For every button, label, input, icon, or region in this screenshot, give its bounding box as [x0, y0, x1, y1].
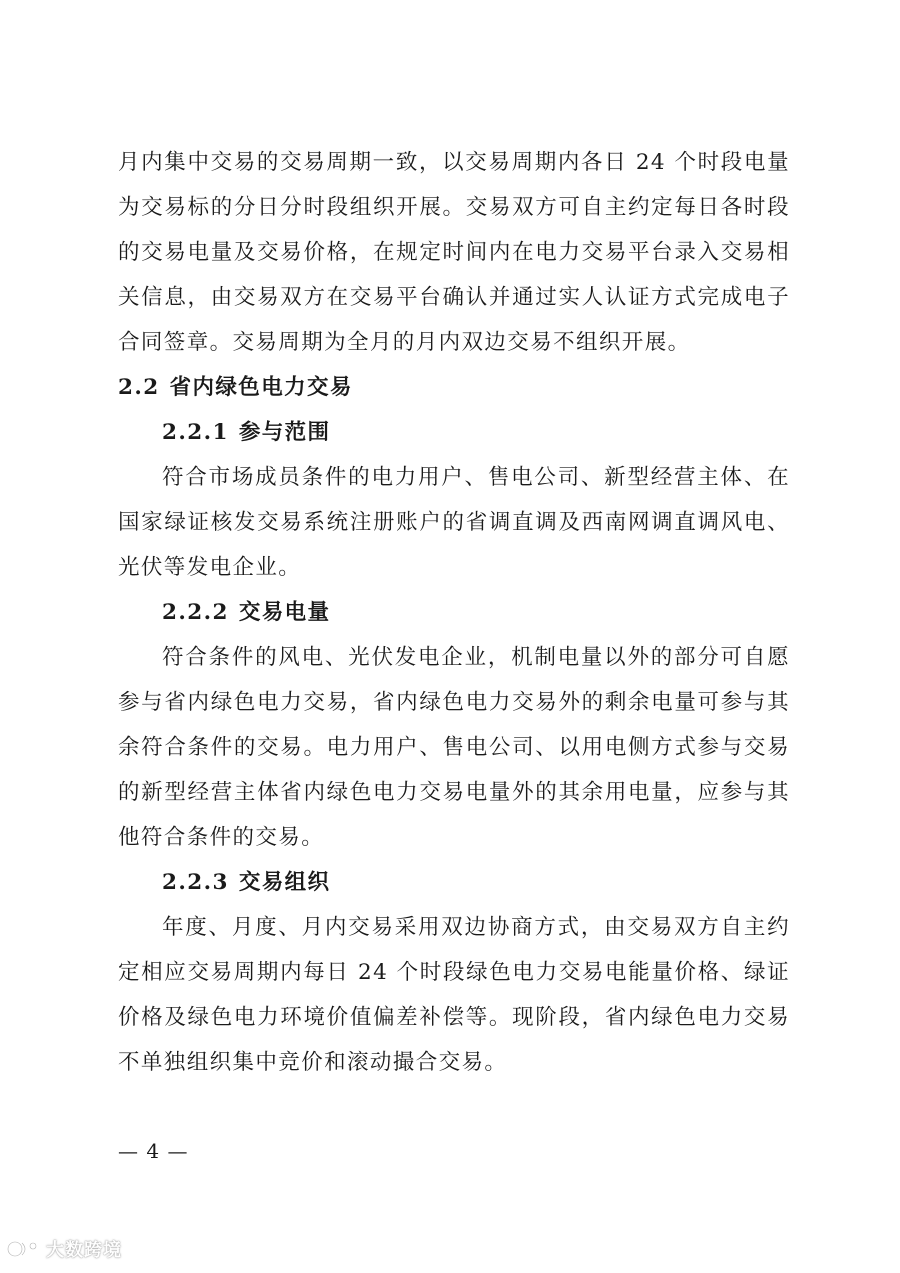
page-number: — 4 — [118, 1139, 189, 1163]
subsection-title: 交易电量 [238, 600, 331, 625]
subsection-heading-2-2-3 [118, 860, 790, 905]
paragraph-trading-organization: 年度、月度、月内交易采用双边协商方式，由交易双方自主约定相应交易周期内每日 24 个时段绿色电力交易电能量价格、绿证价格及绿色电力环境价值偏差补偿等。现阶段，省内绿色电力交易不单独组织集中竞价和滚动撮合交易。 [118, 915, 790, 1075]
subsection-title: 参与范围 [238, 420, 331, 445]
section-heading-2-2 [118, 365, 790, 410]
watermark [6, 1234, 122, 1264]
paragraph-trading-volume: 符合条件的风电、光伏发电企业，机制电量以外的部分可自愿参与省内绿色电力交易，省内绿色电力交易外的剩余电量可参与其余符合条件的交易。电力用户、售电公司、以用电侧方式参与交易的新型经营主体省内绿色电力交易电量外的其余用电量，应参与其他符合条件的交易。 [118, 645, 790, 850]
watermark-text: 大数跨境 [46, 1240, 122, 1261]
paragraph-participation-scope: 符合市场成员条件的电力用户、售电公司、新型经营主体、在国家绿证核发交易系统注册账户的省调直调及西南网调直调风电、光伏等发电企业。 [118, 465, 790, 580]
document-body [118, 140, 790, 1085]
brand-logo-icon [6, 1237, 40, 1261]
subsection-heading-2-2-2 [118, 590, 790, 635]
subsection-number: 2.2.1 [162, 420, 229, 445]
subsection-title: 交易组织 [238, 870, 331, 895]
paragraph-continued: 月内集中交易的交易周期一致，以交易周期内各日 24 个时段电量为交易标的分日分时段组织开展。交易双方可自主约定每日各时段的交易电量及交易价格，在规定时间内在电力交易平台录入交易相关信息，由交易双方在交易平台确认并通过实人认证方式完成电子合同签章。交易周期为全月的月内双边交易不组织开展。 [118, 150, 790, 355]
subsection-number: 2.2.3 [162, 870, 229, 895]
subsection-heading-2-2-1 [118, 410, 790, 455]
subsection-number: 2.2.2 [162, 600, 229, 625]
section-number: 2.2 [118, 375, 160, 400]
section-title: 省内绿色电力交易 [169, 375, 353, 400]
